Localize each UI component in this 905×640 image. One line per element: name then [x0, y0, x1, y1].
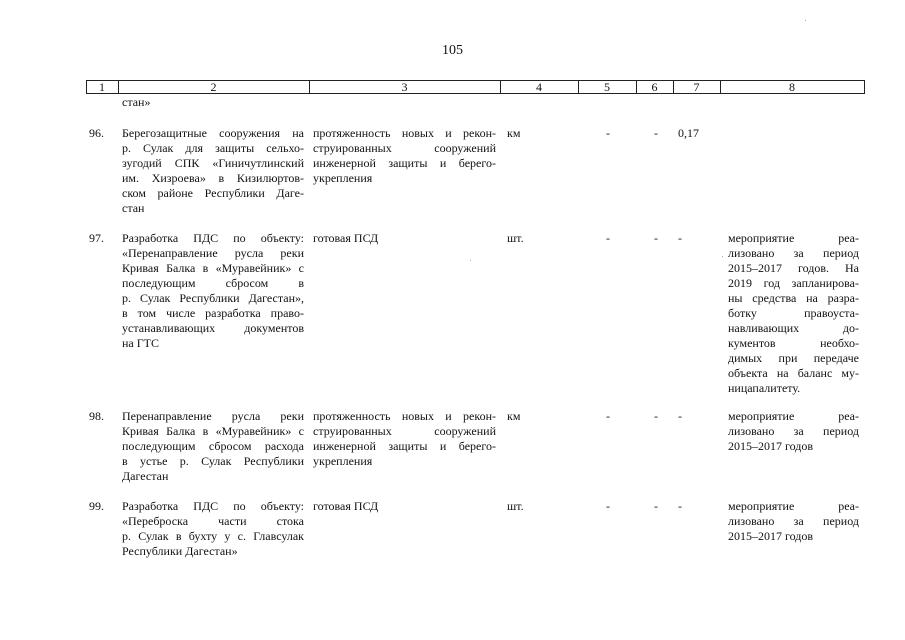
text-line: им. Хизроева» в Кизилюртов-: [122, 171, 304, 185]
text-line: в устье р. Сулак Республики: [122, 454, 304, 468]
text-line: мероприятие реа-: [728, 409, 859, 423]
continuation-text: стан»: [122, 95, 151, 109]
text-line: 2015–2017 годов: [728, 439, 814, 453]
note: [728, 409, 859, 454]
text-line: протяженность новых и рекон-: [313, 409, 496, 423]
row-number: 96.: [89, 126, 104, 140]
text-line: ском районе Республики Даге-: [122, 186, 304, 200]
text-line: укрепления: [313, 454, 373, 468]
scan-speck: [722, 256, 723, 257]
row-number: 98.: [89, 409, 104, 423]
text-line: Разработка ПДС по объекту:: [122, 231, 304, 245]
text-line: мероприятие реа-: [728, 231, 859, 245]
header-divider: [864, 80, 865, 94]
row-number: 97.: [89, 231, 104, 245]
text-line: 2015–2017 годов. На: [728, 261, 859, 275]
column-header-4: 4: [536, 80, 542, 94]
text-line: инженерной защиты и берего-: [313, 156, 496, 170]
indicator: [313, 231, 496, 246]
value-col-5: -: [606, 126, 610, 140]
text-line: ботку правоуста-: [728, 306, 859, 320]
text-line: «Переброска части стока: [122, 514, 304, 528]
text-line: готовая ПСД: [313, 231, 379, 245]
note: [728, 499, 859, 544]
unit: шт.: [507, 231, 524, 245]
value-col-6: -: [654, 409, 658, 423]
value-col-6: -: [654, 231, 658, 245]
text-line: струированных сооружений: [313, 424, 496, 438]
column-header-5: 5: [604, 80, 610, 94]
indicator: [313, 126, 496, 186]
value-col-5: -: [606, 231, 610, 245]
text-line: в том числе разработка право-: [122, 306, 304, 320]
value-col-5: -: [606, 499, 610, 513]
value-col-5: -: [606, 409, 610, 423]
row-number: 99.: [89, 499, 104, 513]
column-header-6: 6: [651, 80, 658, 94]
measure-name: [122, 499, 304, 559]
text-line: Кривая Балка в «Муравейник» с: [122, 261, 304, 275]
text-line: зугодий СПК «Гиничутлинский: [122, 156, 304, 170]
text-line: р. Сулак для защиты сельхо-: [122, 141, 304, 155]
page-number: 105: [442, 43, 463, 58]
text-line: лизовано за период: [728, 246, 859, 260]
scan-speck: [470, 260, 471, 261]
text-line: ницапалитету.: [728, 381, 801, 395]
text-line: готовая ПСД: [313, 499, 379, 513]
note: [728, 231, 859, 396]
text-line: укрепления: [313, 171, 373, 185]
column-header-3: 3: [401, 80, 408, 94]
text-line: ны средства на разра-: [728, 291, 859, 305]
text-line: Кривая Балка в «Муравейник» с: [122, 424, 304, 438]
value-col-7: 0,17: [678, 126, 699, 140]
text-line: Разработка ПДС по объекту:: [122, 499, 304, 513]
text-line: мероприятие реа-: [728, 499, 859, 513]
text-line: Берегозащитные сооружения на: [122, 126, 304, 140]
text-line: протяженность новых и рекон-: [313, 126, 496, 140]
text-line: 2015–2017 годов: [728, 529, 814, 543]
text-line: 2019 год запланирова-: [728, 276, 859, 290]
unit: шт.: [507, 499, 524, 513]
text-line: навливающих до-: [728, 321, 859, 335]
text-line: последующим сбросом расхода: [122, 439, 304, 453]
text-line: Перенаправление русла реки: [122, 409, 304, 423]
text-line: р. Сулак Республики Дагестан»,: [122, 291, 304, 305]
text-line: кументов необхо-: [728, 336, 859, 350]
scan-speck: [805, 20, 806, 21]
text-line: на ГТС: [122, 336, 160, 350]
indicator: [313, 409, 496, 469]
value-col-6: -: [654, 499, 658, 513]
column-header-1: 1: [99, 80, 105, 94]
text-line: «Перенаправление русла реки: [122, 246, 304, 260]
measure-name: [122, 409, 304, 484]
value-col-6: -: [654, 126, 658, 140]
column-header-2: 2: [210, 80, 217, 94]
text-line: р. Сулак в бухту у с. Главсулак: [122, 529, 304, 543]
column-header-7: 7: [693, 80, 700, 94]
measure-name: [122, 231, 304, 351]
text-line: устанавливающих документов: [122, 321, 304, 335]
unit: км: [507, 126, 521, 140]
measure-name: [122, 126, 304, 216]
text-line: лизовано за период: [728, 514, 859, 528]
value-col-7: -: [678, 409, 682, 423]
text-line: стан: [122, 201, 145, 215]
text-line: последующим сбросом в: [122, 276, 304, 290]
text-line: Дагестан: [122, 469, 169, 483]
column-header-8: 8: [789, 80, 795, 94]
text-line: струированных сооружений: [313, 141, 496, 155]
value-col-7: -: [678, 231, 682, 245]
text-line: димых при передаче: [728, 351, 859, 365]
value-col-7: -: [678, 499, 682, 513]
unit: км: [507, 409, 521, 423]
indicator: [313, 499, 496, 514]
text-line: инженерной защиты и берего-: [313, 439, 496, 453]
text-line: лизовано за период: [728, 424, 859, 438]
text-line: объекта на баланс му-: [728, 366, 859, 380]
text-line: Республики Дагестан»: [122, 544, 238, 558]
